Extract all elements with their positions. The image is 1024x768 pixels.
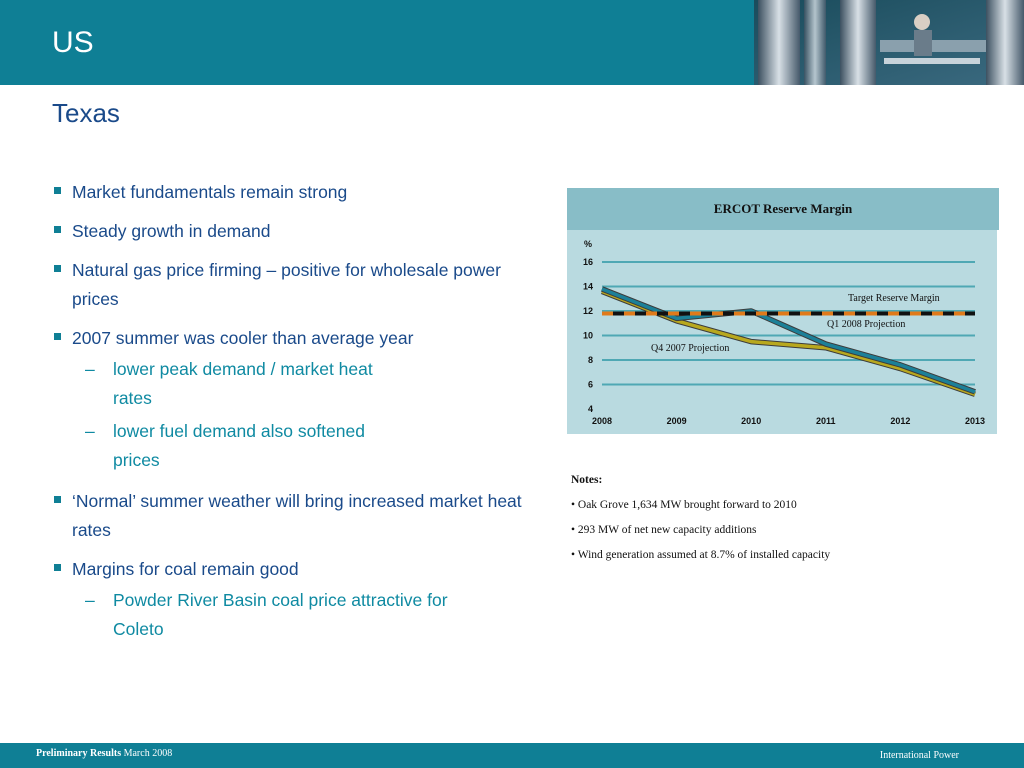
sub-bullet-item (52, 355, 552, 413)
bullet-list (52, 178, 552, 648)
note-item: • 293 MW of net new capacity additions (571, 524, 757, 536)
bullet-text: 2007 summer was cooler than average year (72, 328, 414, 348)
series-label-target: Target Reserve Margin (848, 293, 940, 304)
bullet-item: Market fundamentals remain strong (52, 178, 552, 207)
series-label-q1-2008: Q1 2008 Projection (827, 319, 906, 330)
note-item: • Oak Grove 1,634 MW brought forward to 2010 (571, 499, 797, 511)
dash-marker: – (85, 359, 95, 379)
header-industrial-photo (754, 0, 1024, 85)
chart-title-bar (567, 188, 999, 230)
sub-bullet-text: Powder River Basin coal price attractive for Coleto (113, 590, 448, 639)
bullet-item (52, 324, 552, 353)
bullet-text: Margins for coal remain good (72, 559, 299, 579)
sub-bullet-item (52, 586, 552, 644)
x-tick-label: 2008 (591, 416, 613, 426)
y-tick-label: 4 (587, 404, 593, 414)
sub-bullet-item (52, 417, 552, 475)
footer-band (0, 743, 1024, 768)
y-axis-unit-label: % (584, 239, 593, 249)
notes-block (571, 468, 830, 568)
sub-bullet-text: lower fuel demand also softened prices (113, 421, 365, 470)
y-tick-label: 12 (582, 306, 593, 316)
x-tick-label: 2009 (666, 416, 687, 426)
dash-marker: – (85, 421, 95, 441)
x-tick-label: 2011 (816, 416, 836, 426)
sub-bullet-text: lower peak demand / market heat rates (113, 359, 373, 408)
chart-title: ERCOT Reserve Margin (713, 201, 853, 216)
footer-left (36, 748, 172, 759)
slide-subtitle: Texas (52, 98, 120, 128)
reserve-margin-chart (567, 232, 999, 434)
notes-heading: Notes: (571, 474, 603, 486)
footer-company: International Power (879, 750, 959, 761)
slide-title: US (52, 26, 94, 59)
bullet-item: Steady growth in demand (52, 217, 552, 246)
y-tick-label: 8 (587, 355, 593, 365)
y-tick-label: 6 (587, 379, 593, 390)
y-tick-label: 14 (582, 281, 593, 292)
note-item: • Wind generation assumed at 8.7% of installed capacity (571, 549, 831, 561)
series-label-q4-2007: Q4 2007 Projection (651, 343, 730, 354)
x-tick-label: 2010 (741, 416, 762, 426)
y-tick-label: 10 (582, 330, 593, 341)
bullet-item: ‘Normal’ summer weather will bring increased market heat rates (52, 487, 522, 545)
x-tick-label: 2012 (890, 416, 911, 426)
footer-date: March 2008 (121, 748, 173, 759)
y-tick-label: 16 (582, 257, 593, 267)
footer-report-name: Preliminary Results (36, 748, 122, 759)
dash-marker: – (85, 590, 95, 610)
bullet-item (52, 555, 552, 584)
bullet-item: Natural gas price firming – positive for wholesale power prices (52, 256, 552, 314)
x-tick-label: 2013 (964, 416, 986, 426)
